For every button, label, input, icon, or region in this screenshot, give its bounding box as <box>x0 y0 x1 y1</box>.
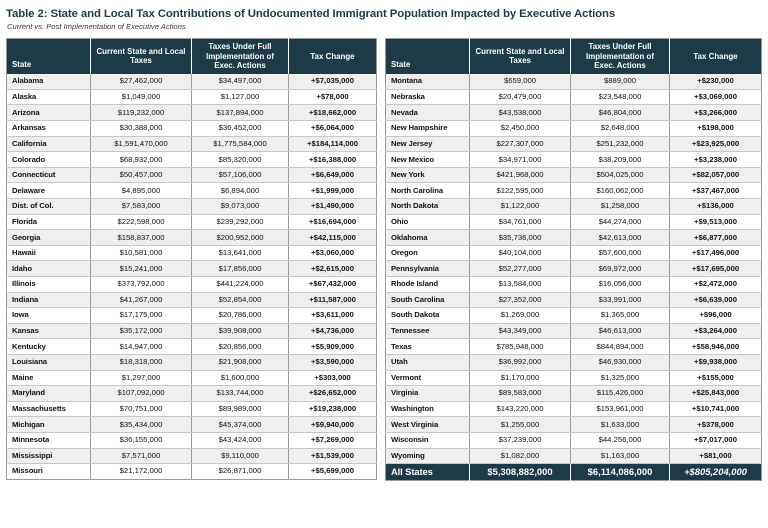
column-header-state: State <box>386 39 470 74</box>
row-current-taxes: $40,104,000 <box>470 245 571 261</box>
row-full-implementation-taxes: $1,325,000 <box>571 370 670 386</box>
row-current-taxes: $36,992,000 <box>470 354 571 370</box>
table-body-right <box>386 74 762 481</box>
table-row <box>7 261 377 277</box>
row-state: Dist. of Col. <box>7 199 91 215</box>
row-state: Michigan <box>7 417 91 433</box>
row-current-taxes: $43,538,000 <box>470 105 571 121</box>
row-current-taxes: $13,584,000 <box>470 277 571 293</box>
table-row <box>7 464 377 480</box>
row-current-taxes: $70,751,000 <box>91 401 192 417</box>
row-full-implementation-taxes: $1,127,000 <box>192 89 289 105</box>
row-current-taxes: $43,349,000 <box>470 323 571 339</box>
table-row <box>386 89 762 105</box>
row-tax-change: +$5,699,000 <box>289 464 377 480</box>
row-state: Maryland <box>7 386 91 402</box>
header-row <box>7 39 377 74</box>
table-row <box>7 417 377 433</box>
row-state: Massachusetts <box>7 401 91 417</box>
row-state: Florida <box>7 214 91 230</box>
row-current-taxes: $659,000 <box>470 74 571 90</box>
row-tax-change: +$23,925,000 <box>670 136 762 152</box>
row-full-implementation-taxes: $251,232,000 <box>571 136 670 152</box>
row-tax-change: +$18,662,000 <box>289 105 377 121</box>
row-tax-change: +$17,496,000 <box>670 245 762 261</box>
tables-container <box>6 38 762 481</box>
row-full-implementation-taxes: $23,548,000 <box>571 89 670 105</box>
row-full-implementation-taxes: $137,894,000 <box>192 105 289 121</box>
row-state: Kentucky <box>7 339 91 355</box>
row-current-taxes: $1,297,000 <box>91 370 192 386</box>
row-state: Colorado <box>7 152 91 168</box>
row-full-implementation-taxes: $153,961,000 <box>571 401 670 417</box>
row-current-taxes: $27,352,000 <box>470 292 571 308</box>
row-current-taxes: $14,947,000 <box>91 339 192 355</box>
row-tax-change: +$136,000 <box>670 199 762 215</box>
row-full-implementation-taxes: $42,613,000 <box>571 230 670 246</box>
row-current-taxes: $50,457,000 <box>91 167 192 183</box>
row-tax-change: +$198,000 <box>670 121 762 137</box>
row-tax-change: +$16,694,000 <box>289 214 377 230</box>
row-full-implementation-taxes: $1,600,000 <box>192 370 289 386</box>
row-current-taxes: $1,082,000 <box>470 448 571 464</box>
row-full-implementation-taxes: $200,952,000 <box>192 230 289 246</box>
table-row <box>386 230 762 246</box>
table-row <box>7 183 377 199</box>
row-full-implementation-taxes: $133,744,000 <box>192 386 289 402</box>
row-full-implementation-taxes: $69,972,000 <box>571 261 670 277</box>
row-state: Alabama <box>7 74 91 90</box>
table-row <box>386 245 762 261</box>
total-label: All States <box>386 464 470 481</box>
row-tax-change: +$155,000 <box>670 370 762 386</box>
row-full-implementation-taxes: $21,908,000 <box>192 354 289 370</box>
table-row <box>386 167 762 183</box>
row-tax-change: +$82,057,000 <box>670 167 762 183</box>
row-current-taxes: $1,591,470,000 <box>91 136 192 152</box>
row-tax-change: +$6,877,000 <box>670 230 762 246</box>
row-state: Idaho <box>7 261 91 277</box>
row-full-implementation-taxes: $26,871,000 <box>192 464 289 480</box>
row-current-taxes: $373,792,000 <box>91 277 192 293</box>
row-current-taxes: $107,092,000 <box>91 386 192 402</box>
table-row <box>7 432 377 448</box>
row-tax-change: +$378,000 <box>670 417 762 433</box>
table-row <box>7 230 377 246</box>
row-current-taxes: $227,307,000 <box>470 136 571 152</box>
column-header-full: Taxes Under Full Implementation of Exec. Actions <box>192 39 289 74</box>
row-state: Rhode Island <box>386 277 470 293</box>
row-tax-change: +$81,000 <box>670 448 762 464</box>
tax-table-right <box>385 38 762 481</box>
row-state: South Dakota <box>386 308 470 324</box>
table-row <box>7 386 377 402</box>
row-tax-change: +$58,946,000 <box>670 339 762 355</box>
column-header-current: Current State and Local Taxes <box>470 39 571 74</box>
row-full-implementation-taxes: $45,374,000 <box>192 417 289 433</box>
row-current-taxes: $37,239,000 <box>470 432 571 448</box>
row-current-taxes: $52,277,000 <box>470 261 571 277</box>
row-current-taxes: $7,583,000 <box>91 199 192 215</box>
table-row <box>7 152 377 168</box>
row-state: South Carolina <box>386 292 470 308</box>
total-tax-change: +$805,204,000 <box>670 464 762 481</box>
row-full-implementation-taxes: $20,856,000 <box>192 339 289 355</box>
row-full-implementation-taxes: $44,274,000 <box>571 214 670 230</box>
total-full-implementation-taxes: $6,114,086,000 <box>571 464 670 481</box>
row-full-implementation-taxes: $52,854,000 <box>192 292 289 308</box>
row-state: Texas <box>386 339 470 355</box>
row-state: Hawaii <box>7 245 91 261</box>
row-state: Kansas <box>7 323 91 339</box>
row-full-implementation-taxes: $9,073,000 <box>192 199 289 215</box>
row-current-taxes: $34,761,000 <box>470 214 571 230</box>
row-tax-change: +$2,615,000 <box>289 261 377 277</box>
row-tax-change: +$26,652,000 <box>289 386 377 402</box>
table-row <box>386 448 762 464</box>
row-current-taxes: $35,434,000 <box>91 417 192 433</box>
table-row <box>7 354 377 370</box>
row-full-implementation-taxes: $1,633,000 <box>571 417 670 433</box>
row-state: Delaware <box>7 183 91 199</box>
row-state: Louisiana <box>7 354 91 370</box>
row-current-taxes: $1,269,000 <box>470 308 571 324</box>
table-row <box>7 74 377 90</box>
row-state: Connecticut <box>7 167 91 183</box>
row-current-taxes: $4,895,000 <box>91 183 192 199</box>
row-state: Wyoming <box>386 448 470 464</box>
row-full-implementation-taxes: $16,056,000 <box>571 277 670 293</box>
row-tax-change: +$17,695,000 <box>670 261 762 277</box>
row-tax-change: +$7,035,000 <box>289 74 377 90</box>
row-full-implementation-taxes: $2,648,000 <box>571 121 670 137</box>
row-full-implementation-taxes: $441,224,000 <box>192 277 289 293</box>
row-state: Alaska <box>7 89 91 105</box>
row-current-taxes: $35,172,000 <box>91 323 192 339</box>
row-state: Arkansas <box>7 121 91 137</box>
row-state: Utah <box>386 354 470 370</box>
row-full-implementation-taxes: $1,775,584,000 <box>192 136 289 152</box>
header-row <box>386 39 762 74</box>
row-tax-change: +$9,938,000 <box>670 354 762 370</box>
row-tax-change: +$37,467,000 <box>670 183 762 199</box>
table-row <box>7 292 377 308</box>
row-state: North Dakota <box>386 199 470 215</box>
row-tax-change: +$184,114,000 <box>289 136 377 152</box>
row-state: New York <box>386 167 470 183</box>
row-full-implementation-taxes: $9,110,000 <box>192 448 289 464</box>
row-state: Iowa <box>7 308 91 324</box>
table-row <box>7 308 377 324</box>
row-state: Ohio <box>386 214 470 230</box>
row-state: Minnesota <box>7 432 91 448</box>
table-row <box>386 214 762 230</box>
row-state: West Virginia <box>386 417 470 433</box>
table-row <box>7 167 377 183</box>
table-header-right <box>386 39 762 74</box>
row-full-implementation-taxes: $889,000 <box>571 74 670 90</box>
row-full-implementation-taxes: $46,804,000 <box>571 105 670 121</box>
row-tax-change: +$2,472,000 <box>670 277 762 293</box>
row-tax-change: +$6,639,000 <box>670 292 762 308</box>
row-full-implementation-taxes: $39,908,000 <box>192 323 289 339</box>
table-row <box>386 152 762 168</box>
row-state: Virginia <box>386 386 470 402</box>
row-tax-change: +$16,388,000 <box>289 152 377 168</box>
row-full-implementation-taxes: $13,641,000 <box>192 245 289 261</box>
row-full-implementation-taxes: $6,894,000 <box>192 183 289 199</box>
table-row <box>7 245 377 261</box>
row-current-taxes: $21,172,000 <box>91 464 192 480</box>
row-full-implementation-taxes: $504,025,000 <box>571 167 670 183</box>
row-state: Illinois <box>7 277 91 293</box>
row-state: Arizona <box>7 105 91 121</box>
row-state: Nebraska <box>386 89 470 105</box>
row-current-taxes: $35,736,000 <box>470 230 571 246</box>
row-full-implementation-taxes: $844,894,000 <box>571 339 670 355</box>
table-row <box>386 354 762 370</box>
table-row <box>386 292 762 308</box>
table-row <box>386 121 762 137</box>
table-row <box>7 401 377 417</box>
row-tax-change: +$78,000 <box>289 89 377 105</box>
row-full-implementation-taxes: $1,365,000 <box>571 308 670 324</box>
row-tax-change: +$11,587,000 <box>289 292 377 308</box>
row-full-implementation-taxes: $1,258,000 <box>571 199 670 215</box>
table-row <box>7 89 377 105</box>
row-tax-change: +$6,064,000 <box>289 121 377 137</box>
row-state: Oregon <box>386 245 470 261</box>
page-subtitle: Current vs. Post Implementation of Executive Actions <box>7 22 186 31</box>
column-header-full: Taxes Under Full Implementation of Exec. Actions <box>571 39 670 74</box>
row-current-taxes: $18,318,000 <box>91 354 192 370</box>
table-row <box>386 308 762 324</box>
row-tax-change: +$7,017,000 <box>670 432 762 448</box>
row-full-implementation-taxes: $36,452,000 <box>192 121 289 137</box>
table-row <box>386 386 762 402</box>
table-row <box>386 401 762 417</box>
table-row <box>386 261 762 277</box>
row-tax-change: +$3,590,000 <box>289 354 377 370</box>
row-state: New Jersey <box>386 136 470 152</box>
row-tax-change: +$1,999,000 <box>289 183 377 199</box>
row-tax-change: +$7,269,000 <box>289 432 377 448</box>
row-tax-change: +$96,000 <box>670 308 762 324</box>
row-full-implementation-taxes: $44,256,000 <box>571 432 670 448</box>
row-current-taxes: $1,049,000 <box>91 89 192 105</box>
row-current-taxes: $122,595,000 <box>470 183 571 199</box>
row-current-taxes: $34,971,000 <box>470 152 571 168</box>
row-full-implementation-taxes: $57,600,000 <box>571 245 670 261</box>
table-row <box>386 105 762 121</box>
row-tax-change: +$1,539,000 <box>289 448 377 464</box>
table-header-left <box>7 39 377 74</box>
row-tax-change: +$5,909,000 <box>289 339 377 355</box>
row-full-implementation-taxes: $20,786,000 <box>192 308 289 324</box>
table-row <box>7 370 377 386</box>
row-tax-change: +$42,115,000 <box>289 230 377 246</box>
row-tax-change: +$230,000 <box>670 74 762 90</box>
row-tax-change: +$19,238,000 <box>289 401 377 417</box>
table-row <box>7 136 377 152</box>
table-row <box>386 323 762 339</box>
table-row <box>7 277 377 293</box>
row-current-taxes: $41,267,000 <box>91 292 192 308</box>
row-full-implementation-taxes: $38,209,000 <box>571 152 670 168</box>
table-row <box>386 432 762 448</box>
table-row <box>386 136 762 152</box>
row-state: Maine <box>7 370 91 386</box>
row-tax-change: +$1,490,000 <box>289 199 377 215</box>
row-current-taxes: $68,932,000 <box>91 152 192 168</box>
row-state: Wisconsin <box>386 432 470 448</box>
row-current-taxes: $15,241,000 <box>91 261 192 277</box>
row-current-taxes: $222,598,000 <box>91 214 192 230</box>
row-full-implementation-taxes: $57,106,000 <box>192 167 289 183</box>
row-current-taxes: $36,155,000 <box>91 432 192 448</box>
table-row <box>386 370 762 386</box>
row-state: Washington <box>386 401 470 417</box>
row-current-taxes: $1,170,000 <box>470 370 571 386</box>
table-row <box>386 183 762 199</box>
table-row <box>7 448 377 464</box>
row-current-taxes: $10,581,000 <box>91 245 192 261</box>
row-current-taxes: $20,479,000 <box>470 89 571 105</box>
table-total-row <box>386 464 762 481</box>
row-current-taxes: $17,175,000 <box>91 308 192 324</box>
row-full-implementation-taxes: $89,989,000 <box>192 401 289 417</box>
row-state: Montana <box>386 74 470 90</box>
row-tax-change: +$3,238,000 <box>670 152 762 168</box>
row-state: Georgia <box>7 230 91 246</box>
row-tax-change: +$4,736,000 <box>289 323 377 339</box>
row-tax-change: +$25,843,000 <box>670 386 762 402</box>
row-state: Missouri <box>7 464 91 480</box>
row-full-implementation-taxes: $239,292,000 <box>192 214 289 230</box>
row-current-taxes: $27,462,000 <box>91 74 192 90</box>
table-row <box>7 323 377 339</box>
column-header-current: Current State and Local Taxes <box>91 39 192 74</box>
row-state: New Mexico <box>386 152 470 168</box>
row-state: Pennsylvania <box>386 261 470 277</box>
row-current-taxes: $421,968,000 <box>470 167 571 183</box>
row-tax-change: +$3,266,000 <box>670 105 762 121</box>
row-current-taxes: $1,122,000 <box>470 199 571 215</box>
row-full-implementation-taxes: $33,991,000 <box>571 292 670 308</box>
row-tax-change: +$9,513,000 <box>670 214 762 230</box>
row-current-taxes: $89,583,000 <box>470 386 571 402</box>
total-current-taxes: $5,308,882,000 <box>470 464 571 481</box>
table-row <box>386 277 762 293</box>
row-current-taxes: $119,232,000 <box>91 105 192 121</box>
column-header-change: Tax Change <box>289 39 377 74</box>
column-header-change: Tax Change <box>670 39 762 74</box>
row-state: Indiana <box>7 292 91 308</box>
row-state: Vermont <box>386 370 470 386</box>
table-row <box>7 339 377 355</box>
row-current-taxes: $7,571,000 <box>91 448 192 464</box>
table-row <box>386 199 762 215</box>
row-full-implementation-taxes: $43,424,000 <box>192 432 289 448</box>
row-current-taxes: $143,220,000 <box>470 401 571 417</box>
table-row <box>7 214 377 230</box>
row-full-implementation-taxes: $46,613,000 <box>571 323 670 339</box>
table-row <box>386 74 762 90</box>
tax-table-left <box>6 38 377 480</box>
row-tax-change: +$3,069,000 <box>670 89 762 105</box>
row-tax-change: +$3,264,000 <box>670 323 762 339</box>
row-state: New Hampshire <box>386 121 470 137</box>
row-tax-change: +$3,611,000 <box>289 308 377 324</box>
table-row <box>386 339 762 355</box>
page-title: Table 2: State and Local Tax Contributions of Undocumented Immigrant Population Impacted by Executive Actions <box>6 8 616 20</box>
table-row <box>7 105 377 121</box>
row-tax-change: +$10,741,000 <box>670 401 762 417</box>
row-tax-change: +$3,060,000 <box>289 245 377 261</box>
row-tax-change: +$6,649,000 <box>289 167 377 183</box>
row-full-implementation-taxes: $1,163,000 <box>571 448 670 464</box>
table-body-left <box>7 74 377 479</box>
row-full-implementation-taxes: $17,856,000 <box>192 261 289 277</box>
table-row <box>7 121 377 137</box>
row-state: Oklahoma <box>386 230 470 246</box>
row-tax-change: +$67,432,000 <box>289 277 377 293</box>
row-full-implementation-taxes: $160,062,000 <box>571 183 670 199</box>
row-current-taxes: $1,255,000 <box>470 417 571 433</box>
row-current-taxes: $158,837,000 <box>91 230 192 246</box>
row-state: North Carolina <box>386 183 470 199</box>
row-current-taxes: $2,450,000 <box>470 121 571 137</box>
row-full-implementation-taxes: $46,930,000 <box>571 354 670 370</box>
row-state: Tennessee <box>386 323 470 339</box>
column-header-state: State <box>7 39 91 74</box>
table-row <box>7 199 377 215</box>
row-tax-change: +$9,940,000 <box>289 417 377 433</box>
row-state: Mississippi <box>7 448 91 464</box>
table-row <box>386 417 762 433</box>
row-full-implementation-taxes: $85,320,000 <box>192 152 289 168</box>
row-full-implementation-taxes: $34,497,000 <box>192 74 289 90</box>
row-tax-change: +$303,000 <box>289 370 377 386</box>
row-current-taxes: $30,388,000 <box>91 121 192 137</box>
row-full-implementation-taxes: $115,426,000 <box>571 386 670 402</box>
row-state: California <box>7 136 91 152</box>
row-current-taxes: $785,948,000 <box>470 339 571 355</box>
row-state: Nevada <box>386 105 470 121</box>
